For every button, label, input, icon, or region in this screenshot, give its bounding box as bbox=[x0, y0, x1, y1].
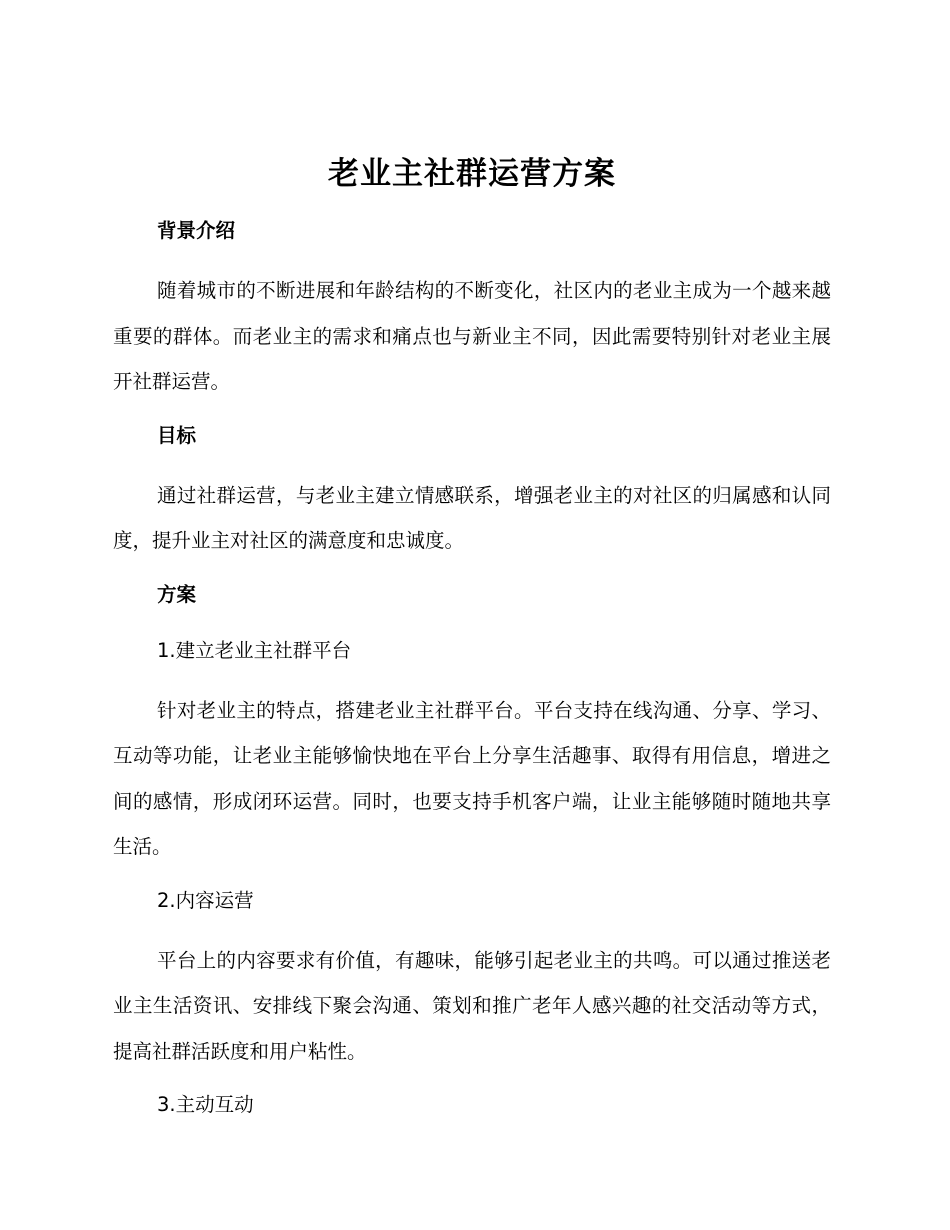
spacer bbox=[113, 250, 831, 268]
spacer bbox=[113, 670, 831, 688]
plan-item-text: 平台上的内容要求有价值，有趣味，能够引起老业主的共鸣。可以通过推送老业主生活资讯、安排线下聚会沟通、策划和推广老年人感兴趣的社交活动等方式，提高社群活跃度和用户粘性。 bbox=[113, 948, 831, 1063]
plan-item-title: 2.内容运营 bbox=[157, 888, 254, 912]
spacer bbox=[113, 614, 831, 632]
spacer bbox=[113, 870, 831, 882]
spacer bbox=[113, 405, 831, 417]
heading-plan: 方案 bbox=[157, 582, 197, 606]
paragraph-background: 随着城市的不断进展和年龄结构的不断变化，社区内的老业主成为一个越来越重要的群体。而老业主的需求和痛点也与新业主不同，因此需要特别针对老业主展开社群运营。 bbox=[113, 279, 831, 393]
spacer bbox=[113, 455, 831, 473]
spacer bbox=[113, 1074, 831, 1086]
document-page bbox=[113, 148, 831, 1124]
heading-background: 背景介绍 bbox=[157, 219, 236, 242]
spacer bbox=[113, 200, 831, 212]
paragraph-goal: 通过社群运营，与老业主建立情感联系，增强老业主的对社区的归属感和认同度，提升业主对社区的满意度和忠诚度。 bbox=[113, 483, 831, 552]
plan-item-title: 1.建立老业主社群平台 bbox=[157, 638, 352, 662]
plan-item-text: 针对老业主的特点，搭建老业主社群平台。平台支持在线沟通、分享、学习、互动等功能，让老业主能够愉快地在平台上分享生活趣事、取得有用信息，增进之间的感情，形成闭环运营。同时，也要支持手机客户端，让业主能够随时随地共享生活。 bbox=[113, 698, 831, 858]
heading-goal: 目标 bbox=[157, 423, 197, 447]
spacer bbox=[113, 564, 831, 576]
spacer bbox=[113, 920, 831, 938]
document-title: 老业主社群运营方案 bbox=[328, 156, 616, 192]
plan-item-title: 3.主动互动 bbox=[157, 1093, 254, 1116]
